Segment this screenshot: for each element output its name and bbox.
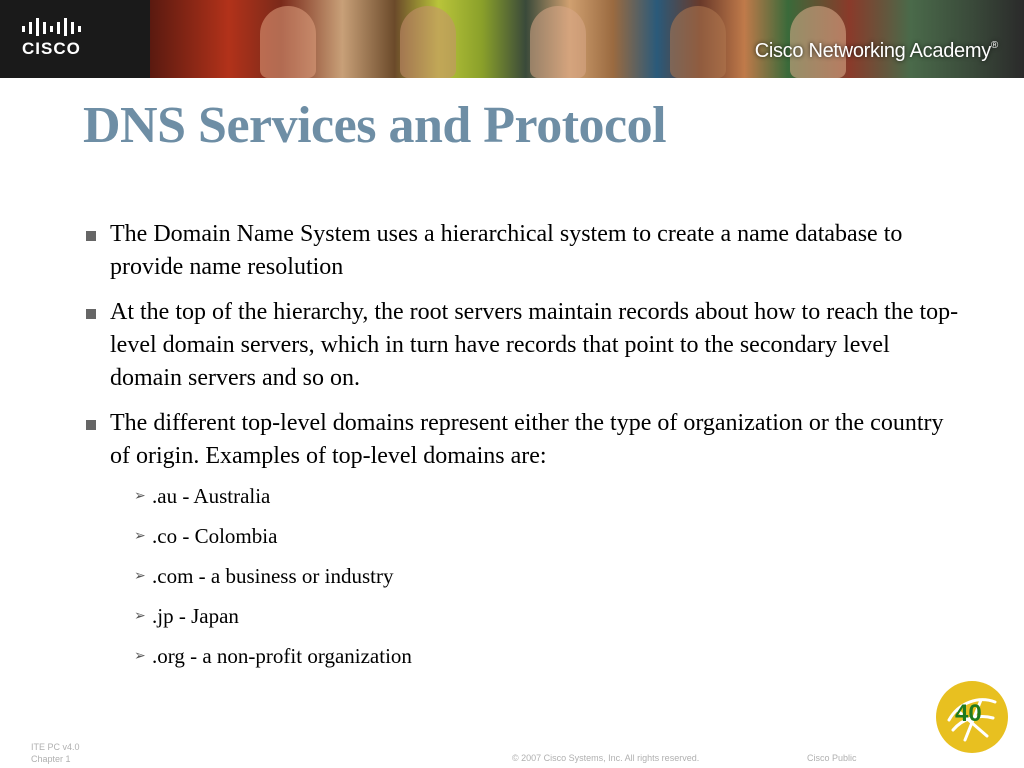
footer-classification: Cisco Public xyxy=(807,753,857,763)
footer-course: ITE PC v4.0 xyxy=(31,742,80,752)
cisco-bars-icon xyxy=(22,18,92,38)
arrow-bullet-icon: ➢ xyxy=(134,608,146,624)
arrow-bullet-icon: ➢ xyxy=(134,488,146,504)
arrow-bullet-icon: ➢ xyxy=(134,568,146,584)
header-photo-strip xyxy=(150,0,1024,78)
arrow-bullet-icon: ➢ xyxy=(134,648,146,664)
square-bullet-icon xyxy=(86,420,96,430)
footer-course-info xyxy=(31,741,80,765)
cisco-wordmark: CISCO xyxy=(22,39,81,58)
example-item: ➢ .co - Colombia xyxy=(134,524,278,548)
header-banner xyxy=(0,0,1024,78)
networking-academy-label: Cisco Networking Academy® xyxy=(754,40,998,62)
slide-content xyxy=(84,218,964,683)
example-item: ➢ .com - a business or industry xyxy=(134,564,394,588)
bullet-item: The different top-level domains represent either the type of organization or the country of origin. Examples of top-level domains are: xyxy=(84,407,964,473)
square-bullet-icon xyxy=(86,309,96,319)
bullet-item: At the top of the hierarchy, the root servers maintain records about how to reach the top-level domain servers, which in turn have records that point to the secondary level domain servers and so on. xyxy=(84,296,964,395)
bullet-item: The Domain Name System uses a hierarchical system to create a name database to provide name resolution xyxy=(84,218,964,284)
example-item: ➢ .org - a non-profit organization xyxy=(134,644,412,668)
page-number: 40 xyxy=(955,700,982,727)
cisco-logo xyxy=(0,0,150,78)
example-item: ➢ .jp - Japan xyxy=(134,604,239,628)
slide-title: DNS Services and Protocol xyxy=(83,97,667,154)
square-bullet-icon xyxy=(86,231,96,241)
footer-chapter: Chapter 1 xyxy=(31,754,71,764)
footer-copyright: © 2007 Cisco Systems, Inc. All rights reserved. xyxy=(512,753,700,763)
arrow-bullet-icon: ➢ xyxy=(134,528,146,544)
example-item: ➢ .au - Australia xyxy=(134,484,271,508)
